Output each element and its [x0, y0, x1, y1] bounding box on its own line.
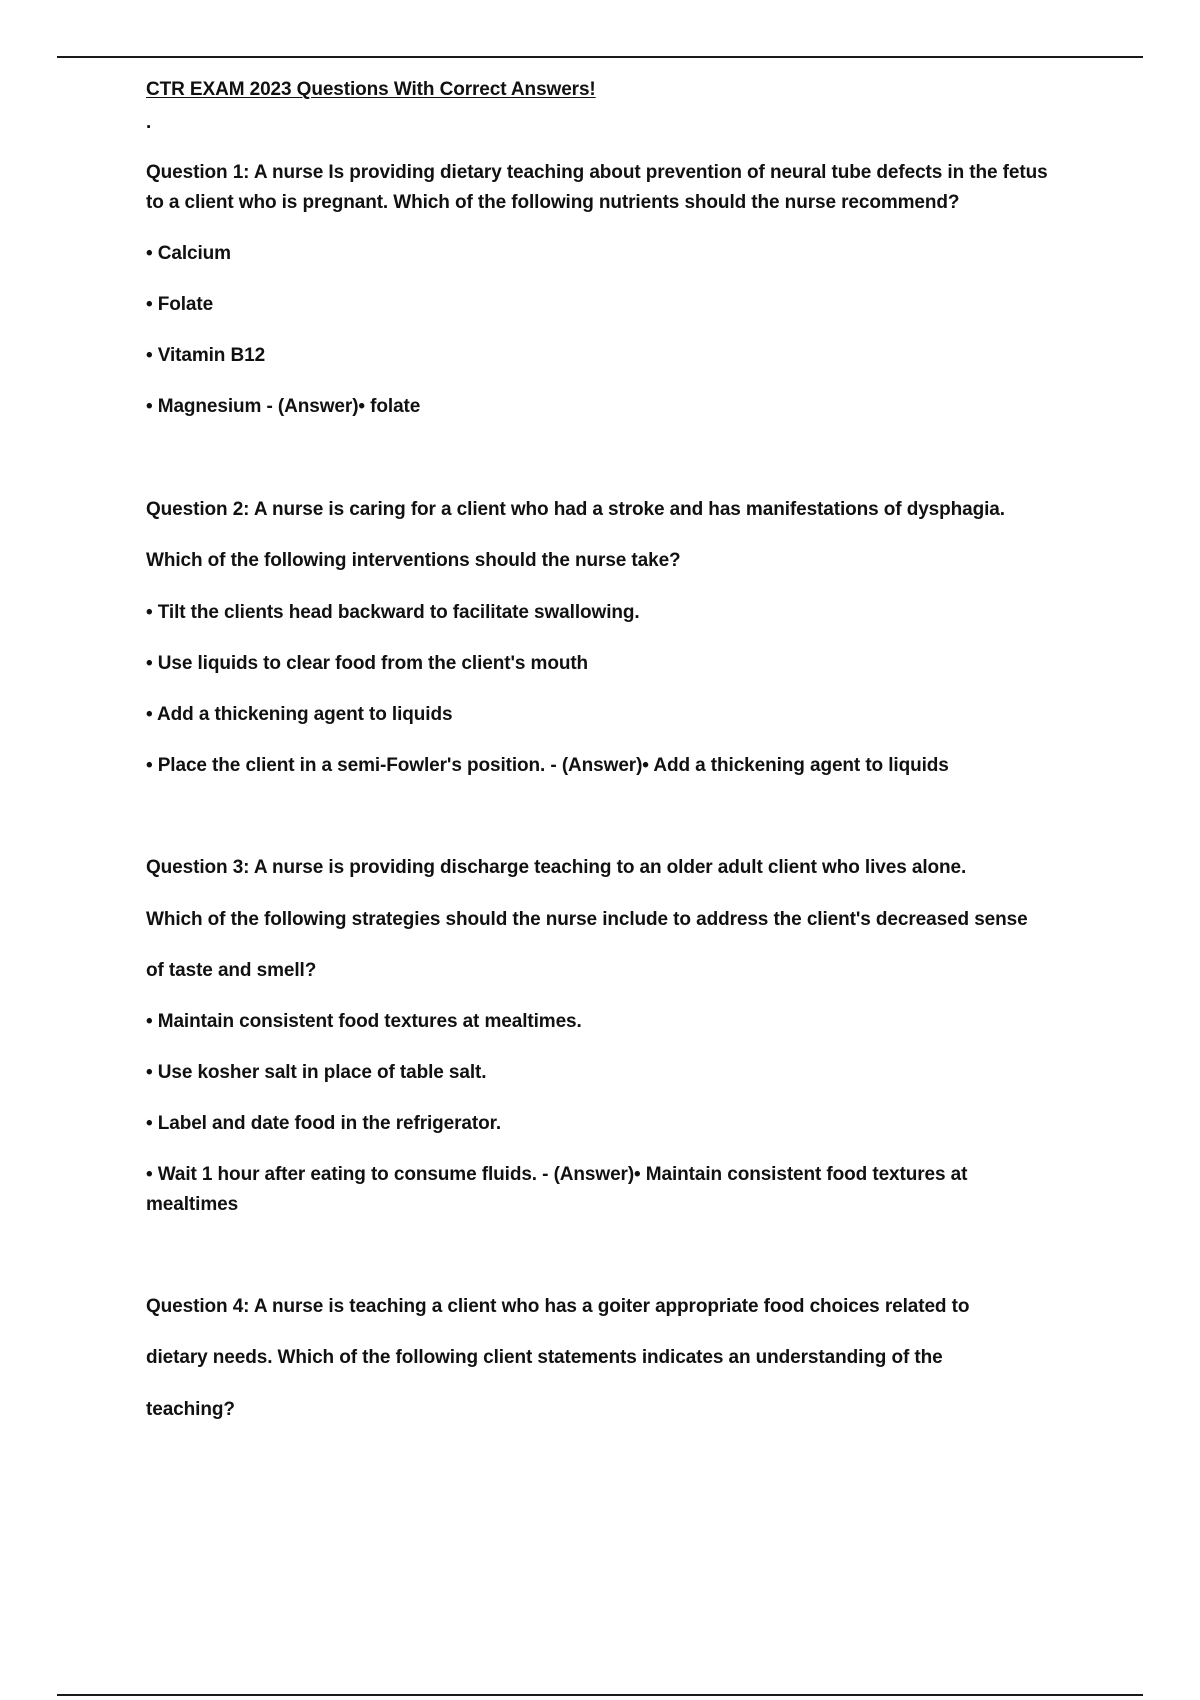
question-2-option-2: • Use liquids to clear food from the client's mouth [146, 653, 589, 674]
question-1-option-3: • Vitamin B12 [146, 345, 266, 366]
question-4-line-2: dietary needs. Which of the following client statements indicates an understanding of the [146, 1347, 943, 1368]
question-3-option-3: • Label and date food in the refrigerator. [146, 1113, 502, 1134]
title-mark: . [146, 112, 152, 133]
bottom-rule [57, 1694, 1143, 1696]
question-3-option-1: • Maintain consistent food textures at mealtimes. [146, 1011, 582, 1032]
question-3-option-2: • Use kosher salt in place of table salt. [146, 1062, 487, 1083]
question-3-option-4-continued: mealtimes [146, 1194, 239, 1215]
question-3-line-1: Question 3: A nurse is providing discharge teaching to an older adult client who lives alone. [146, 857, 967, 878]
top-rule [57, 56, 1143, 58]
question-1-option-2: • Folate [146, 294, 214, 315]
question-2-line-2: Which of the following interventions should the nurse take? [146, 550, 681, 571]
question-3-line-3: of taste and smell? [146, 960, 317, 981]
question-3-option-4-answer: • Wait 1 hour after eating to consume fluids. - (Answer)• Maintain consistent food textures at [146, 1164, 968, 1185]
question-1-line-2: to a client who is pregnant. Which of the following nutrients should the nurse recommend? [146, 192, 960, 213]
question-3-line-2: Which of the following strategies should the nurse include to address the client's decreased sense [146, 909, 1028, 930]
question-1-option-4-answer: • Magnesium - (Answer)• folate [146, 396, 421, 417]
question-1-line-1: Question 1: A nurse Is providing dietary teaching about prevention of neural tube defects in the fetus [146, 162, 1048, 183]
question-1-option-1: • Calcium [146, 243, 231, 264]
question-2-option-3: • Add a thickening agent to liquids [146, 704, 453, 725]
question-4-line-3: teaching? [146, 1399, 235, 1420]
question-4-line-1: Question 4: A nurse is teaching a client who has a goiter appropriate food choices related to [146, 1296, 970, 1317]
question-2-option-4-answer: • Place the client in a semi-Fowler's position. - (Answer)• Add a thickening agent to liquids [146, 755, 949, 776]
document-title: CTR EXAM 2023 Questions With Correct Answers! [146, 79, 596, 100]
question-2-option-1: • Tilt the clients head backward to facilitate swallowing. [146, 602, 640, 623]
question-2-line-1: Question 2: A nurse is caring for a client who had a stroke and has manifestations of dysphagia. [146, 499, 1005, 520]
